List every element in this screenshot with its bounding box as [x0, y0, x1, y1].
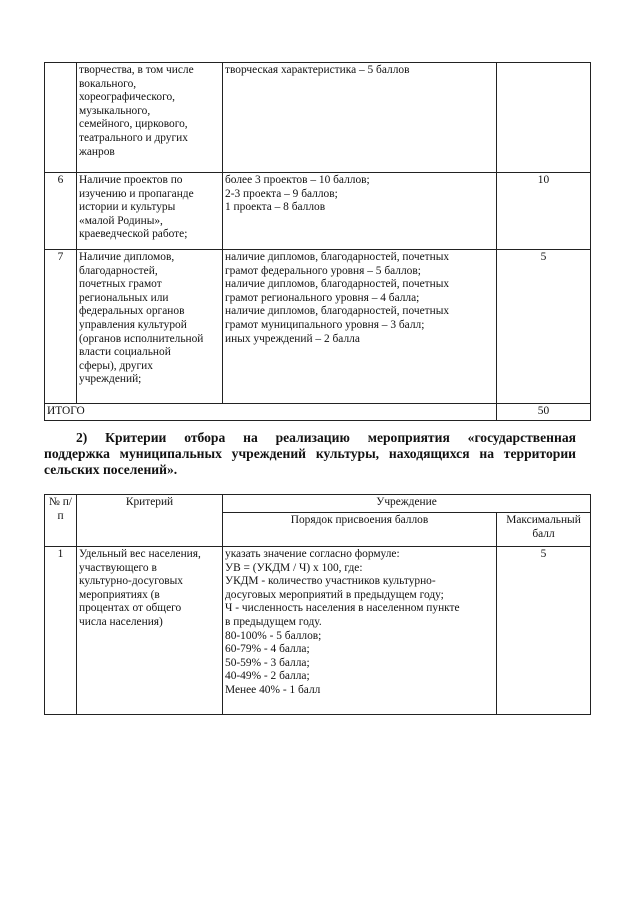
criterion-cell: Наличие дипломов, благодарностей, почетных грамот региональных или федеральных органов управления культурой (органов исполнительной власти социальной сферы), других учреждений;	[77, 250, 223, 404]
total-label: ИТОГО	[45, 404, 497, 421]
heading-line: 2) Критерии отбора на реализацию мероприятия «государственная	[76, 430, 576, 445]
header-order: Порядок присвоения баллов	[223, 513, 497, 547]
table-row	[45, 173, 591, 250]
header-num: № п/п	[45, 495, 77, 547]
criterion-cell: Удельный вес населения, участвующего в культурно-досуговых мероприятиях (в процентах от общего числа населения)	[77, 547, 223, 715]
header-row	[45, 495, 591, 513]
heading-line: поддержка муниципальных учреждений культуры, находящихся на территории	[44, 446, 576, 461]
header-max: Максимальный балл	[497, 513, 591, 547]
order-cell: более 3 проектов – 10 баллов; 2-3 проекта – 9 баллов; 1 проекта – 8 баллов	[223, 173, 497, 250]
row-number: 7	[45, 250, 77, 404]
total-value: 50	[497, 404, 591, 421]
points-cell: 5	[497, 547, 591, 715]
header-institution: Учреждение	[223, 495, 591, 513]
total-row	[45, 404, 591, 421]
row-number	[45, 63, 77, 173]
points-cell: 5	[497, 250, 591, 404]
order-cell: наличие дипломов, благодарностей, почетных грамот федерального уровня – 5 баллов; наличие дипломов, благодарностей, почетных грамот регионального уровня – 4 балла; наличие дипломов, благодарностей, почетных грамот муниципального уровня – 3 балл; иных учреждений – 2 балла	[223, 250, 497, 404]
table-row	[45, 250, 591, 404]
table-row	[45, 63, 591, 173]
criterion-cell: Наличие проектов по изучению и пропаганде истории и культуры «малой Родины», краеведческой работе;	[77, 173, 223, 250]
points-cell: 10	[497, 173, 591, 250]
criterion-cell: творчества, в том числе вокального, хореографического, музыкального, семейного, циркового, театрального и других жанров	[77, 63, 223, 173]
row-number: 1	[45, 547, 77, 715]
table-row	[45, 547, 591, 715]
row-number: 6	[45, 173, 77, 250]
criteria-table-1	[44, 62, 591, 421]
order-cell: творческая характеристика – 5 баллов	[223, 63, 497, 173]
order-cell: указать значение согласно формуле: УВ = (УКДМ / Ч) х 100, где: УКДМ - количество участников культурно- досуговых мероприятий в предыдущем году; Ч - численность населения в населенном пункте в предыдущем году. 80-100% - 5 баллов; 60-79% - 4 балла; 50-59% - 3 балла; 40-49% - 2 балла; Менее 40% - 1 балл	[223, 547, 497, 715]
criteria-table-2	[44, 494, 591, 715]
points-cell	[497, 63, 591, 173]
heading-line: сельских поселений».	[44, 462, 178, 477]
section-heading	[44, 430, 576, 478]
header-criterion: Критерий	[77, 495, 223, 547]
